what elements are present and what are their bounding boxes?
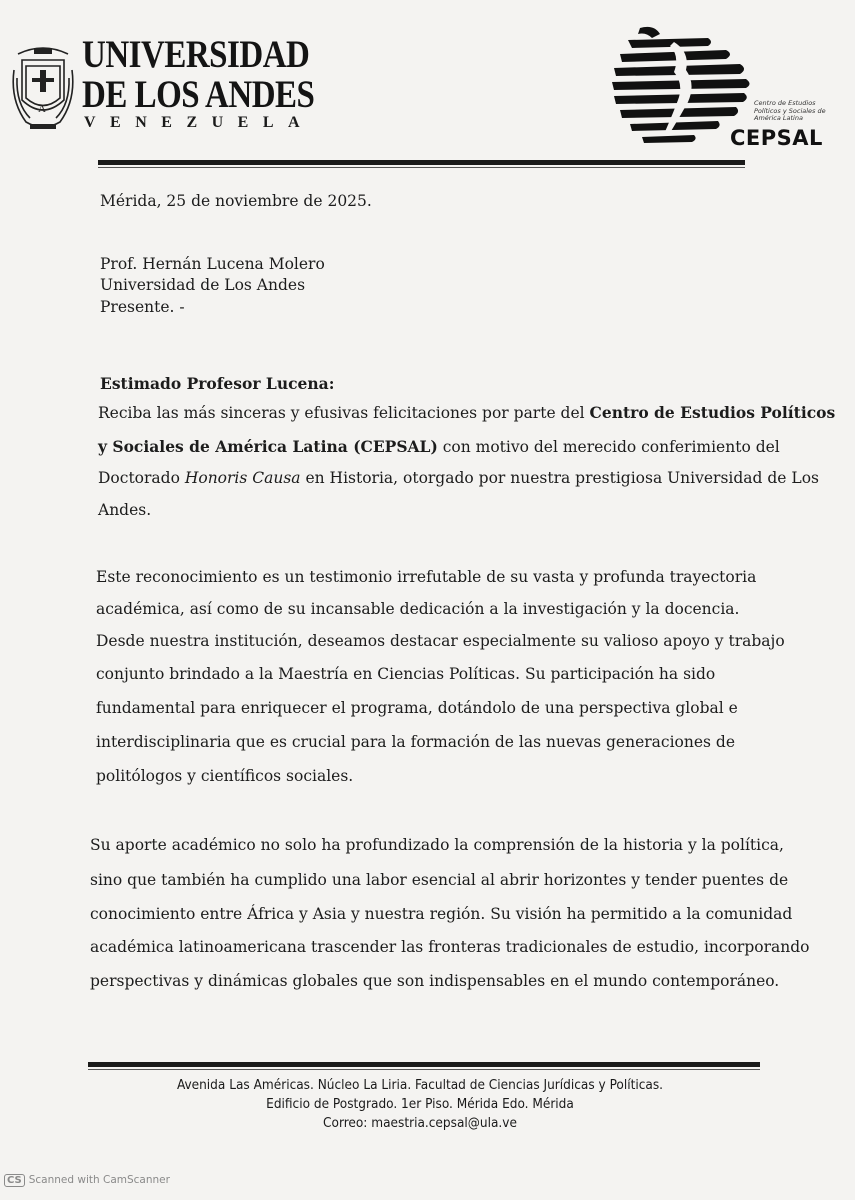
crest-motto: A — [38, 103, 46, 115]
cepsal-full-name: Centro de Estudios Políticos y Sociales de América Latina — [754, 99, 826, 122]
letter-date: Mérida, 25 de noviembre de 2025. — [100, 192, 372, 210]
p3-line: perspectivas y dinámicas globales que son indispensables en el mundo contemporáneo. — [90, 972, 780, 990]
header-divider — [98, 160, 745, 165]
footer-address-line1: Avenida Las Américas. Núcleo La Liria. Facultad de Ciencias Jurídicas y Políticas. — [176, 1077, 664, 1093]
university-crest-logo — [10, 40, 76, 136]
p2-line: Este reconocimiento es un testimonio irrefutable de su vasta y profunda trayectoria — [96, 568, 757, 586]
recipient-institution: Universidad de Los Andes — [100, 276, 306, 294]
p1-line-3: Doctorado Honoris Causa en Historia, otorgado por nuestra prestigiosa Universidad de Los — [98, 469, 819, 487]
recipient-name: Prof. Hernán Lucena Molero — [100, 255, 325, 273]
p2-line: fundamental para enriquecer el programa, dotándolo de una perspectiva global e — [96, 699, 738, 717]
footer-divider — [88, 1062, 760, 1067]
footer-divider-thin — [88, 1069, 760, 1070]
p2-line: interdisciplinaria que es crucial para la formación de las nuevas generaciones de — [96, 733, 735, 751]
footer-email: Correo: maestria.cepsal@ula.ve — [323, 1115, 517, 1131]
p3-line: sino que también ha cumplido una labor esencial al abrir horizontes y tender puentes de — [90, 871, 789, 889]
salutation: Estimado Profesor Lucena: — [100, 374, 335, 393]
scanner-watermark — [4, 1174, 170, 1187]
camscanner-icon: CS — [4, 1174, 25, 1187]
p2-line: politólogos y científicos sociales. — [96, 767, 354, 785]
p2-line: Desde nuestra institución, deseamos destacar especialmente su valioso apoyo y trabajo — [96, 632, 785, 650]
p3-line: Su aporte académico no solo ha profundizado la comprensión de la historia y la política, — [90, 836, 784, 854]
p3-line: académica latinoamericana trascender las fronteras tradicionales de estudio, incorporando — [90, 938, 810, 956]
scanner-text: Scanned with CamScanner — [28, 1174, 170, 1186]
p1-line-4: Andes. — [98, 501, 152, 519]
footer-address-line2: Edificio de Postgrado. 1er Piso. Mérida Edo. Mérida — [266, 1096, 574, 1112]
p1-line-2: y Sociales de América Latina (CEPSAL) con motivo del merecido conferimiento del — [98, 437, 780, 456]
p2-line: académica, así como de su incansable dedicación a la investigación y la docencia. — [96, 600, 740, 618]
university-name-line2: DE LOS ANDES — [82, 74, 315, 117]
university-country: VENEZUELA — [84, 114, 315, 131]
header-divider-thin — [98, 167, 745, 168]
p1-line-1: Reciba las más sinceras y efusivas felicitaciones por parte del Centro de Estudios Políticos — [98, 403, 836, 422]
p3-line: conocimiento entre África y Asia y nuestra región. Su visión ha permitido a la comunidad — [90, 905, 793, 923]
cepsal-name: CEPSAL — [730, 126, 823, 150]
recipient-presente: Presente. - — [100, 298, 185, 316]
university-name-line1: UNIVERSIDAD — [82, 34, 310, 77]
p2-line: conjunto brindado a la Maestría en Ciencias Políticas. Su participación ha sido — [96, 665, 716, 683]
